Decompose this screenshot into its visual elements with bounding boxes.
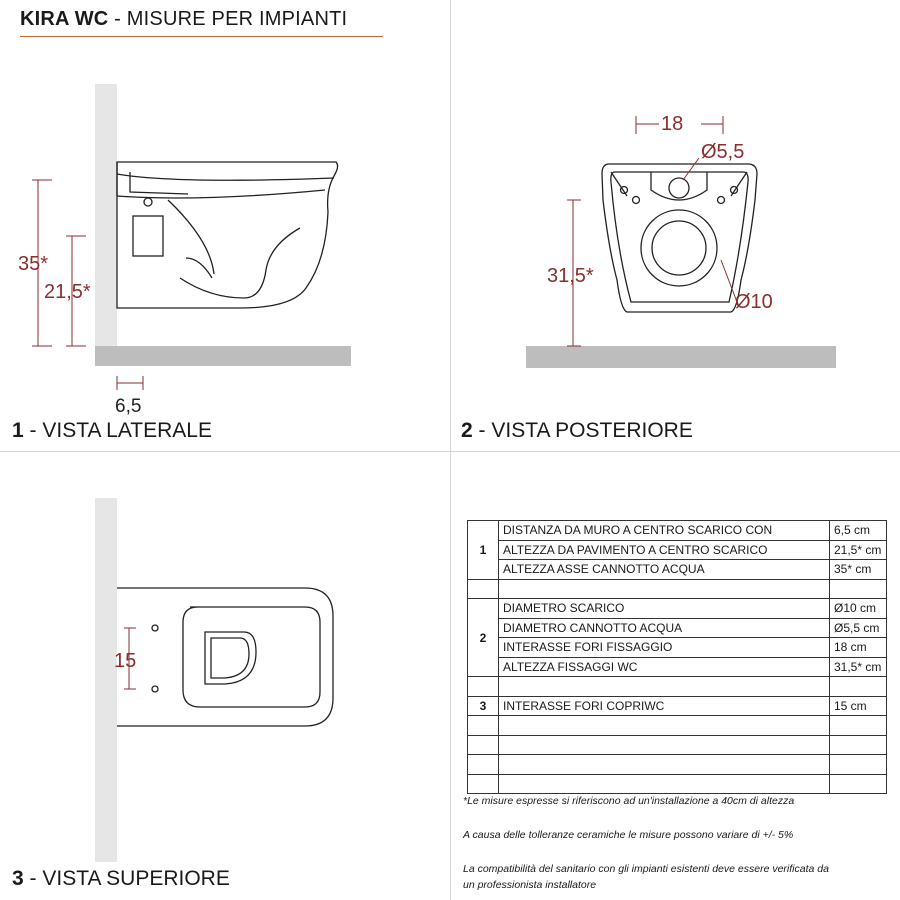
note-installation-height: *Le misure espresse si riferiscono ad un'installazione a 40cm di altezza (463, 795, 795, 807)
row-value: Ø10 cm (830, 599, 887, 619)
view-label: - VISTA LATERALE (23, 419, 212, 442)
view-number: 3 (12, 867, 24, 890)
table-row (468, 521, 887, 541)
title-subtitle: - MISURE PER IMPIANTI (108, 8, 348, 30)
table-row (468, 696, 887, 716)
dim-seat-holes: 15 (114, 650, 137, 672)
dim-pipe-diameter: Ø5,5 (701, 141, 745, 163)
row-value: 15 cm (830, 696, 887, 716)
table-row (468, 657, 887, 677)
row-value: 31,5* cm (830, 657, 887, 677)
row-value: Ø5,5 cm (830, 618, 887, 638)
row-label: INTERASSE FORI FISSAGGIO (499, 638, 830, 658)
row-label: DISTANZA DA MURO A CENTRO SCARICO CON (499, 521, 830, 541)
group-id: 2 (468, 599, 499, 677)
title-underline (20, 36, 383, 37)
group-id: 1 (468, 521, 499, 580)
dim-fixing-height: 31,5* (547, 265, 594, 287)
wc-side-outline (117, 162, 338, 308)
row-label: ALTEZZA ASSE CANNOTTO ACQUA (499, 560, 830, 580)
wc-top-outline (117, 588, 333, 726)
wc-rear-outline (602, 164, 757, 312)
caption-top (12, 867, 230, 891)
row-label: ALTEZZA DA PAVIMENTO A CENTRO SCARICO (499, 540, 830, 560)
group-id: 3 (468, 696, 499, 716)
caption-rear (461, 419, 693, 443)
row-value: 6,5 cm (830, 521, 887, 541)
dim-pipe-height: 35* (18, 253, 49, 275)
table-empty-row (468, 716, 887, 736)
table-spacer-row (468, 677, 887, 697)
row-value: 18 cm (830, 638, 887, 658)
measurements-table (467, 520, 887, 794)
top-view-drawing (0, 452, 450, 862)
note-tolerance: A causa delle tolleranze ceramiche le misure possono variare di +/- 5% (463, 829, 794, 841)
rear-view-drawing (451, 40, 900, 420)
note-compatibility-line2: un professionista installatore (463, 879, 597, 891)
view-number: 2 (461, 419, 473, 442)
table-empty-row (468, 774, 887, 794)
dim-wall-distance: 6,5 (115, 396, 142, 417)
product-name: KIRA WC (20, 8, 109, 30)
table-row (468, 618, 887, 638)
table-empty-row (468, 755, 887, 775)
wall (95, 84, 117, 346)
row-value: 35* cm (830, 560, 887, 580)
view-label: - VISTA POSTERIORE (472, 419, 693, 442)
row-label: INTERASSE FORI COPRIWC (499, 696, 830, 716)
floor (526, 346, 836, 368)
table-row (468, 560, 887, 580)
lateral-view-drawing (0, 40, 450, 420)
table-row (468, 540, 887, 560)
table-row (468, 599, 887, 619)
page-title (20, 8, 347, 31)
table-row (468, 638, 887, 658)
row-value: 21,5* cm (830, 540, 887, 560)
wall (95, 498, 117, 862)
row-label: DIAMETRO CANNOTTO ACQUA (499, 618, 830, 638)
view-label: - VISTA SUPERIORE (23, 867, 230, 890)
row-label: ALTEZZA FISSAGGI WC (499, 657, 830, 677)
note-compatibility-line1: La compatibilità del sanitario con gli impianti esistenti deve essere verificata da (463, 863, 829, 875)
dim-holes-spacing: 18 (661, 113, 684, 135)
table-spacer-row (468, 579, 887, 599)
row-label: DIAMETRO SCARICO (499, 599, 830, 619)
dim-drain-height: 21,5* (44, 281, 91, 303)
caption-lateral (12, 419, 212, 443)
dim-drain-diameter: Ø10 (735, 291, 773, 313)
table-empty-row (468, 735, 887, 755)
floor (95, 346, 351, 366)
view-number: 1 (12, 419, 24, 442)
